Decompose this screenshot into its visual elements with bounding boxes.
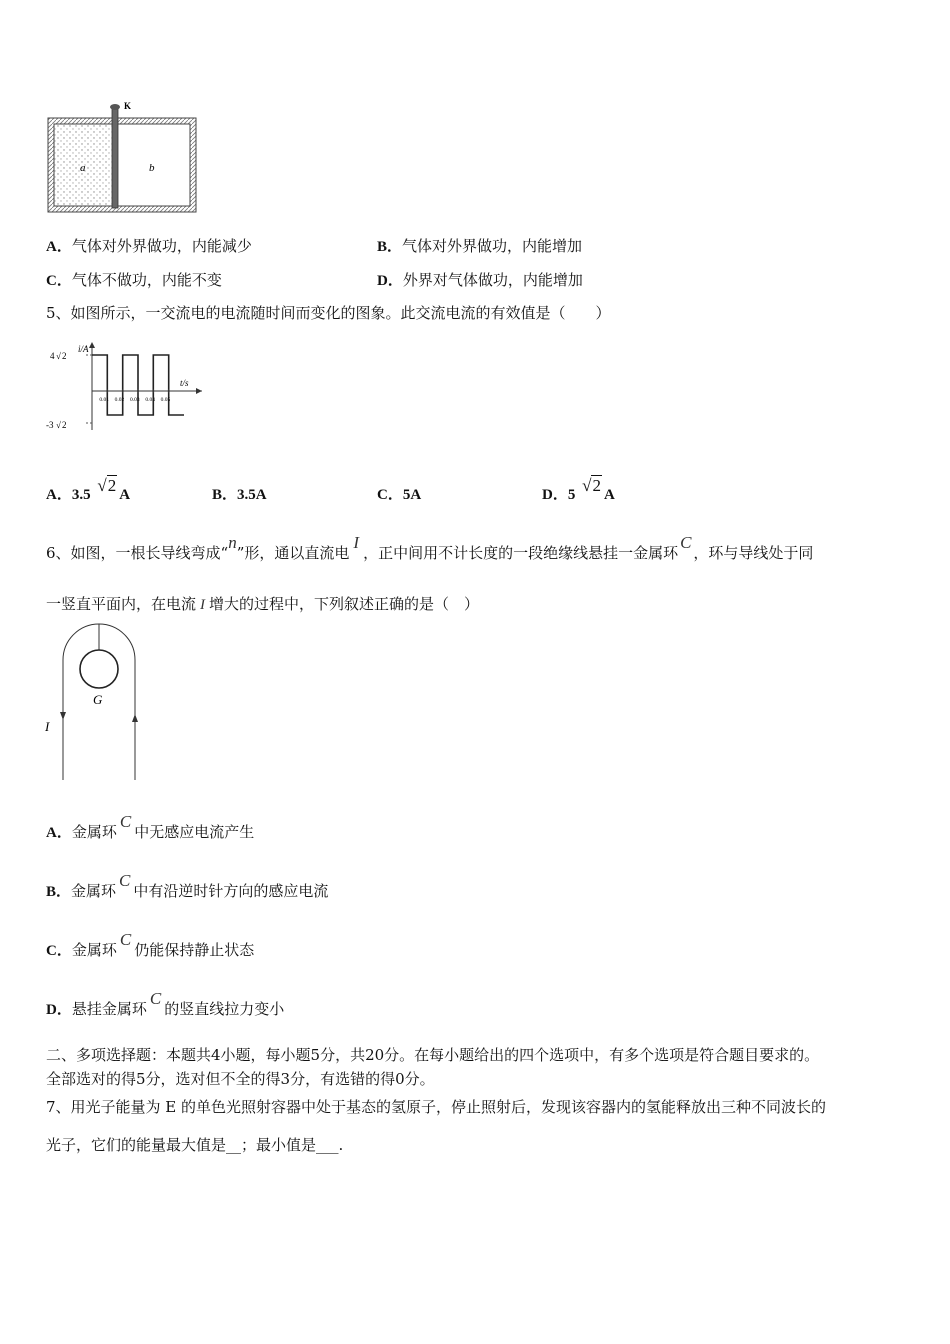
option-letter: A． [46, 239, 72, 255]
x-tick-label: 0.01 [99, 397, 109, 403]
option-letter: C． [46, 943, 72, 959]
option-unit: A [119, 487, 131, 503]
q4-option-b[interactable] [377, 236, 582, 257]
q7-stem-line2: 光子，它们的能量最大值是__；最小值是___. [46, 1136, 344, 1154]
current-label-i: I [45, 719, 50, 734]
stem-text: ，环与导线处于同 [693, 544, 814, 562]
x-axis-title: t/s [180, 378, 189, 388]
x-tick-label: 0.04 [145, 397, 155, 403]
symbol-c: C [680, 533, 692, 552]
option-text: 气体不做功，内能不变 [71, 271, 222, 289]
up-arrow-icon [132, 714, 138, 722]
symbol-c: C [149, 989, 162, 1008]
q4-option-a[interactable] [46, 236, 252, 257]
stem-text: ”形，通以直流电 [236, 544, 350, 562]
option-letter: D． [377, 273, 403, 289]
x-tick-label: 0.03 [130, 397, 140, 403]
q5-option-b[interactable] [212, 484, 267, 505]
option-text: 金属环 [71, 823, 117, 841]
svg-text:√: √ [56, 351, 61, 361]
q5-option-c[interactable] [377, 484, 421, 505]
stem-text: 增大的过程中，下列叙述正确的是（ ） [209, 595, 480, 613]
q6-option-d[interactable] [46, 989, 285, 1020]
q6-option-c[interactable] [46, 930, 255, 961]
option-letter: C． [46, 273, 72, 289]
y-axis-title: i/A [78, 344, 89, 354]
q5-current-chart [44, 338, 204, 438]
option-number: 5 [567, 487, 576, 503]
stem-text: 6、如图，一根长导线弯成“ [46, 544, 229, 562]
q4-option-c[interactable] [46, 270, 222, 291]
q5-option-d[interactable] [542, 476, 615, 505]
x-axis-arrow-icon [196, 388, 202, 394]
option-letter: B． [46, 884, 72, 900]
y-axis-arrow-icon [89, 342, 95, 348]
down-arrow-icon [60, 712, 66, 720]
valve-knob [110, 104, 120, 110]
q6-option-b[interactable] [46, 871, 329, 902]
symbol-c: C [119, 812, 132, 831]
sqrt-radicand: 2 [107, 476, 117, 495]
current-series-line [92, 355, 184, 415]
q5-option-a[interactable] [46, 476, 131, 505]
q5-stem: 5、如图所示，一交流电的电流随时间而变化的图象。此交流电流的有效值是（ ） [46, 304, 611, 322]
metal-ring [80, 650, 118, 688]
option-letter: D． [542, 487, 568, 503]
symbol-c: C [119, 930, 132, 949]
symbol-n: n [228, 533, 237, 552]
sqrt-expression: √2 [582, 476, 601, 495]
section2-instructions-line2: 全部选对的得5分，选对但不全的得3分，有选错的得0分。 [46, 1070, 435, 1088]
y-axis-bottom-label [46, 420, 67, 430]
x-tick-label: 0.05 [160, 397, 171, 403]
q6-stem-line1 [46, 533, 814, 563]
option-letter: B． [212, 487, 238, 503]
label-k: K [124, 101, 132, 111]
sqrt-radicand: 2 [592, 476, 601, 495]
q4-option-d[interactable] [377, 270, 583, 291]
option-text: 外界对气体做功，内能增加 [402, 271, 583, 289]
stem-text: ，正中间用不计长度的一段绝缘线悬挂一金属环 [363, 544, 679, 562]
q6-stem-line2 [46, 594, 479, 615]
symbol-i: I [200, 597, 206, 613]
q7-stem-line1: 7、用光子能量为 E 的单色光照射容器中处于基态的氢原子，停止照射后，发现该容器内的氢能释放出三种不同波长的 [46, 1098, 827, 1116]
option-text: 仍能保持静止状态 [134, 941, 255, 959]
svg-text:2: 2 [62, 351, 67, 361]
stem-text: 一竖直平面内，在电流 [46, 595, 197, 613]
svg-text:2: 2 [62, 420, 67, 430]
option-letter: A． [46, 487, 72, 503]
ring-label-g: G [93, 692, 103, 707]
option-letter: C． [377, 487, 403, 503]
option-text: 5A [402, 487, 422, 503]
svg-text:√: √ [56, 420, 61, 430]
svg-text:4: 4 [50, 351, 55, 361]
option-text: 悬挂金属环 [71, 1000, 147, 1018]
option-text: 金属环 [71, 882, 117, 900]
label-a: a [80, 162, 86, 174]
q6-wire-ring-figure [40, 618, 150, 784]
option-text: 中无感应电流产生 [134, 823, 255, 841]
option-text: 金属环 [71, 941, 117, 959]
option-text: 的竖直线拉力变小 [164, 1000, 285, 1018]
option-text: 3.5A [237, 487, 267, 503]
symbol-c: C [119, 871, 131, 890]
symbol-i: I [353, 533, 360, 552]
q6-option-a[interactable] [46, 812, 255, 843]
option-letter: D． [46, 1002, 72, 1018]
option-number: 3.5 [71, 487, 91, 503]
svg-text:-3: -3 [46, 420, 54, 430]
option-text: 气体对外界做功，内能增加 [402, 237, 583, 255]
option-text: 中有沿逆时针方向的感应电流 [133, 882, 329, 900]
option-letter: A． [46, 825, 72, 841]
y-axis-top-label [50, 351, 67, 361]
label-b: b [149, 162, 155, 174]
partition [112, 108, 118, 208]
x-tick-label: 0.02 [114, 397, 125, 403]
section2-instructions-line1: 二、多项选择题：本题共4小题，每小题5分，共20分。在每小题给出的四个选项中，有多个选项是符合题目要求的。 [46, 1046, 820, 1064]
option-text: 气体对外界做功，内能减少 [71, 237, 252, 255]
sqrt-expression: √2 [97, 476, 117, 495]
gas-container-figure [44, 100, 204, 218]
option-letter: B． [377, 239, 403, 255]
option-unit: A [603, 487, 615, 503]
